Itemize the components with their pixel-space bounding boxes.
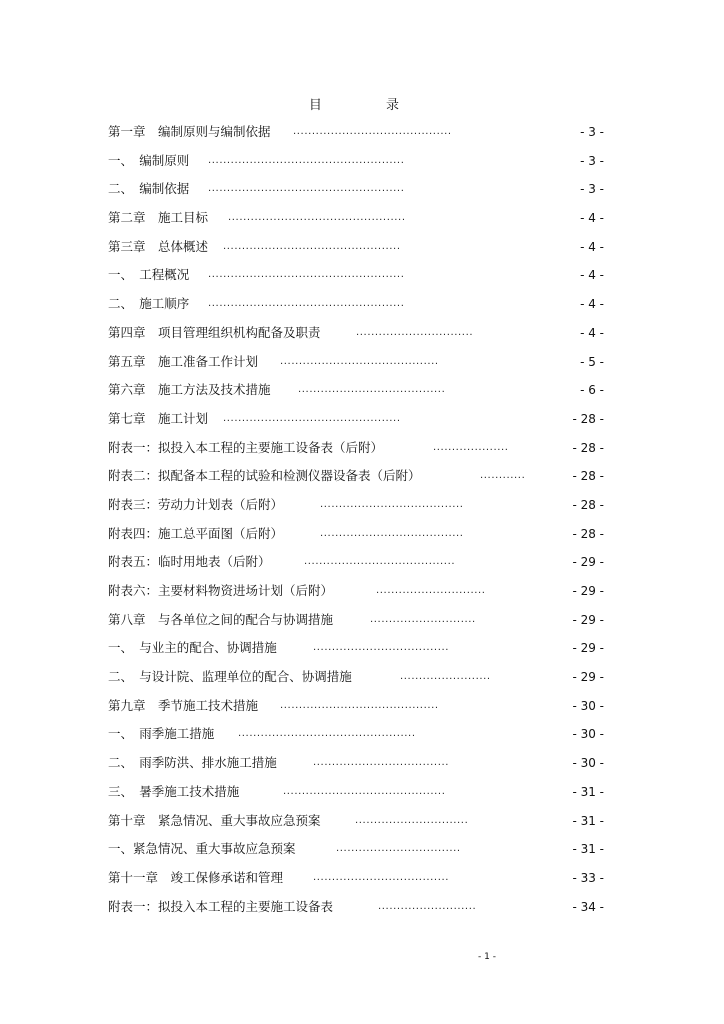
toc-page-number: - 28 - (572, 469, 604, 484)
toc-entry-title: 一、 工程概况 (108, 267, 190, 283)
toc-entry-title: 二、 施工顺序 (108, 296, 190, 312)
toc-dot-leader: .......................................... (280, 355, 439, 367)
toc-entry[interactable] (108, 751, 608, 780)
toc-entry[interactable] (108, 464, 608, 493)
toc-entry[interactable] (108, 579, 608, 608)
toc-page-number: - 29 - (572, 670, 604, 685)
toc-dot-leader: ........................................ (304, 556, 456, 568)
toc-dot-leader: ........................................... (283, 785, 446, 797)
toc-dot-leader: ................................. (336, 843, 461, 855)
toc-entry-title: 一、紧急情况、重大事故应急预案 (108, 841, 296, 857)
toc-entry-title: 二、 编制依据 (108, 181, 190, 197)
toc-page-number: - 29 - (572, 584, 604, 598)
toc-page-number: - 4 - (580, 239, 604, 254)
toc-entry-title: 附表三：劳动力计划表（后附） (108, 496, 284, 512)
toc-page-number: - 30 - (572, 756, 604, 771)
toc-page-number: - 3 - (580, 125, 604, 139)
toc-page-number: - 28 - (572, 526, 604, 541)
toc-entry-title: 第六章 施工方法及技术措施 (108, 382, 271, 398)
toc-dot-leader: .................................................... (208, 183, 405, 195)
toc-dot-leader: ........................ (400, 671, 491, 683)
toc-page-number: - 3 - (580, 182, 604, 197)
toc-entry[interactable] (108, 522, 608, 551)
page-number: - 1 - (478, 952, 496, 962)
toc-entry-title: 附表二：拟配备本工程的试验和检测仪器设备表（后附） (108, 468, 421, 484)
toc-entry-title: 附表六：主要材料物资进场计划（后附） (108, 583, 334, 598)
toc-page-number: - 34 - (572, 899, 604, 914)
page-title: 目 录 (308, 98, 430, 113)
toc-entry[interactable] (108, 177, 608, 206)
toc-entry-title: 第九章 季节施工技术措施 (108, 697, 259, 713)
toc-dot-leader: .......................................... (293, 126, 452, 137)
toc-page-number: - 29 - (572, 612, 604, 627)
toc-entry[interactable] (108, 321, 608, 350)
toc-entry[interactable] (108, 608, 608, 637)
toc-dot-leader: ............................................... (223, 240, 401, 252)
toc-entry[interactable] (108, 895, 608, 924)
table-of-contents (108, 120, 608, 923)
toc-entry-title: 第四章 项目管理组织机构配备及职责 (108, 324, 321, 340)
toc-entry-title: 一、 雨季施工措施 (108, 726, 215, 742)
toc-dot-leader: ...................................... (320, 527, 464, 539)
toc-dot-leader: ............ (480, 470, 526, 482)
toc-entry-title: 第五章 施工准备工作计划 (108, 353, 259, 369)
toc-dot-leader: .................................... (313, 757, 450, 769)
toc-page-number: - 5 - (580, 354, 604, 369)
toc-entry-title: 第十章 紧急情况、重大事故应急预案 (108, 812, 321, 828)
toc-entry[interactable] (108, 837, 608, 866)
toc-dot-leader: ....................................... (298, 384, 446, 396)
toc-dot-leader: .................................... (313, 871, 450, 883)
toc-dot-leader: .................................................... (208, 269, 405, 281)
toc-page-number: - 28 - (572, 411, 604, 426)
toc-entry[interactable] (108, 780, 608, 809)
toc-page-number: - 33 - (572, 870, 604, 885)
toc-dot-leader: .......................... (378, 900, 477, 912)
toc-entry[interactable] (108, 350, 608, 379)
toc-entry-title: 第二章 施工目标 (108, 210, 209, 226)
toc-entry[interactable] (108, 235, 608, 264)
toc-page-number: - 4 - (580, 268, 604, 283)
toc-dot-leader: ............................................... (228, 212, 406, 224)
toc-page-number: - 29 - (572, 555, 604, 570)
toc-entry-title: 第八章 与各单位之间的配合与协调措施 (108, 611, 334, 627)
toc-entry-title: 二、 与设计院、监理单位的配合、协调措施 (108, 669, 352, 685)
toc-dot-leader: ............................................... (223, 412, 401, 424)
toc-dot-leader: ............................. (376, 585, 486, 596)
toc-page-number: - 28 - (572, 440, 604, 455)
toc-entry[interactable] (108, 407, 608, 436)
toc-entry-title: 一、 与业主的配合、协调措施 (108, 640, 277, 656)
toc-entry[interactable] (108, 378, 608, 407)
toc-dot-leader: .................... (433, 441, 509, 453)
toc-entry-title: 一、 编制原则 (108, 152, 190, 168)
toc-entry-title: 第十一章 竣工保修承诺和管理 (108, 869, 284, 885)
toc-entry[interactable] (108, 436, 608, 465)
toc-dot-leader: ...................................... (320, 498, 464, 510)
toc-entry[interactable] (108, 809, 608, 838)
toc-entry[interactable] (108, 694, 608, 723)
toc-dot-leader: ............................................... (238, 728, 416, 740)
toc-entry[interactable] (108, 292, 608, 321)
toc-page-number: - 31 - (572, 813, 604, 828)
toc-page-number: - 30 - (572, 698, 604, 713)
toc-dot-leader: .......................................... (280, 699, 439, 711)
toc-entry[interactable] (108, 149, 608, 178)
toc-entry[interactable] (108, 722, 608, 751)
toc-page-number: - 3 - (580, 153, 604, 168)
toc-entry-title: 二、 雨季防洪、排水施工措施 (108, 755, 277, 771)
toc-page-number: - 4 - (580, 297, 604, 312)
toc-entry-title: 第一章 编制原则与编制依据 (108, 124, 271, 139)
toc-page-number: - 4 - (580, 211, 604, 226)
toc-dot-leader: .................................... (313, 642, 450, 654)
toc-dot-leader: .................................................... (208, 298, 405, 310)
toc-entry[interactable] (108, 206, 608, 235)
toc-entry-title: 附表五：临时用地表（后附） (108, 554, 271, 570)
toc-dot-leader: .................................................... (208, 154, 405, 166)
toc-dot-leader: .............................. (355, 814, 469, 826)
toc-page-number: - 31 - (572, 784, 604, 799)
toc-entry-title: 第三章 总体概述 (108, 238, 209, 254)
toc-page-number: - 6 - (580, 383, 604, 398)
toc-page-number: - 31 - (572, 842, 604, 857)
toc-entry-title: 附表一：拟投入本工程的主要施工设备表 (108, 898, 334, 914)
toc-dot-leader: ............................ (370, 613, 476, 625)
toc-page-number: - 4 - (580, 325, 604, 340)
toc-dot-leader: ............................... (356, 326, 474, 338)
toc-entry[interactable] (108, 636, 608, 665)
toc-entry-title: 第七章 施工计划 (108, 410, 209, 426)
toc-entry[interactable] (108, 263, 608, 292)
toc-page-number: - 28 - (572, 497, 604, 512)
toc-page-number: - 29 - (572, 641, 604, 656)
toc-entry[interactable] (108, 550, 608, 579)
toc-entry[interactable] (108, 665, 608, 694)
toc-entry-title: 三、 暑季施工技术措施 (108, 783, 240, 799)
toc-entry[interactable] (108, 866, 608, 895)
toc-entry[interactable] (108, 120, 608, 149)
toc-entry[interactable] (108, 493, 608, 522)
toc-page-number: - 30 - (572, 727, 604, 742)
toc-entry-title: 附表一：拟投入本工程的主要施工设备表（后附） (108, 439, 384, 455)
toc-entry-title: 附表四：施工总平面图（后附） (108, 525, 284, 541)
